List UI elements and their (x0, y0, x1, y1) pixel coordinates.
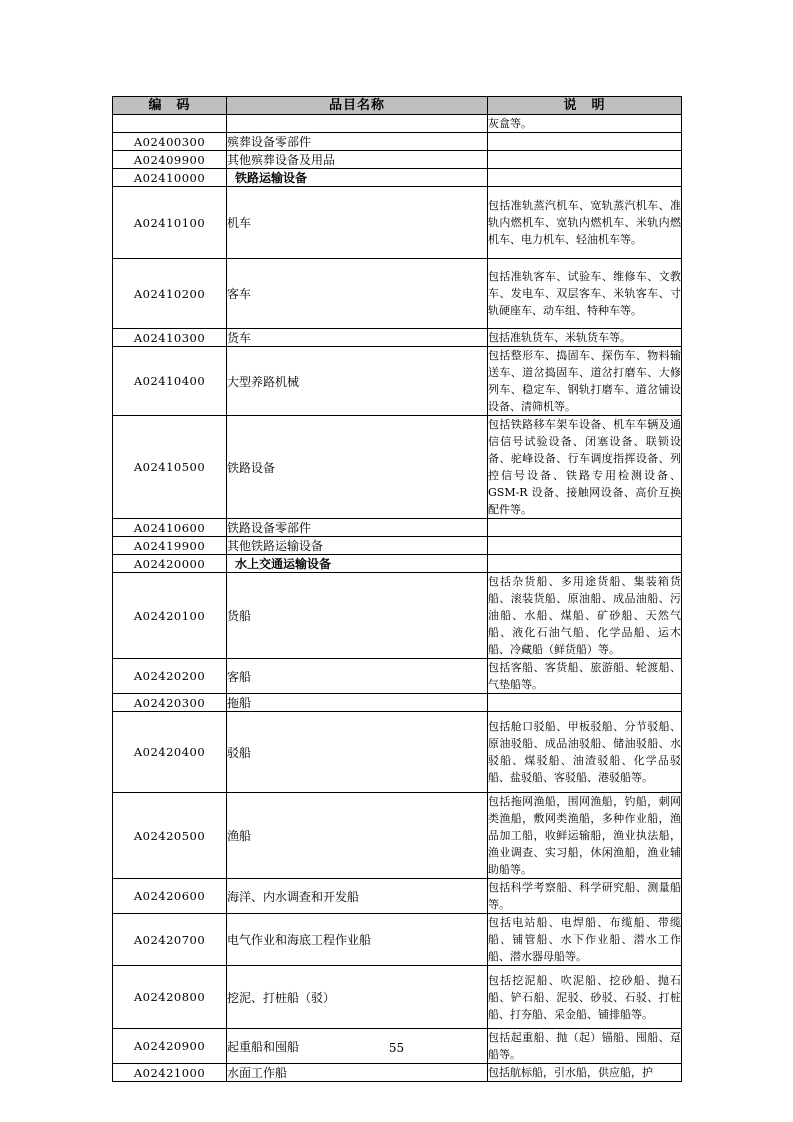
item-name-cell: 其他铁路运输设备 (227, 537, 488, 555)
item-desc-cell (488, 537, 682, 555)
item-code-cell: A02410000 (113, 169, 227, 187)
item-name-cell: 水面工作船 (227, 1064, 488, 1082)
table-row (113, 151, 682, 169)
item-code-cell: A02410400 (113, 347, 227, 416)
item-desc-cell: 包括科学考察船、科学研究船、测量船等。 (488, 879, 682, 914)
item-name-cell: 铁路运输设备 (227, 169, 488, 187)
item-desc-cell: 包括拖网渔船，围网渔船，钓船，刺网类渔船，敷网类渔船，多种作业船，渔品加工船，收鲜运输船，渔业执法船，渔业调查、实习船，休闲渔船，渔业辅助船等。 (488, 793, 682, 879)
item-code-cell: A02410500 (113, 416, 227, 519)
item-name-cell: 挖泥、打桩船（驳） (227, 966, 488, 1029)
table-row (113, 259, 682, 329)
table-row (113, 187, 682, 259)
item-desc-cell: 包括准轨客车、试验车、维修车、文教车、发电车、双层客车、米轨客车、寸轨硬座车、动车组、特种车等。 (488, 259, 682, 329)
table-row (113, 347, 682, 416)
table-row (113, 133, 682, 151)
table-row (113, 573, 682, 659)
table-row (113, 169, 682, 187)
item-desc-cell: 包括客船、客货船、旅游船、轮渡船、气垫船等。 (488, 659, 682, 694)
item-desc-cell (488, 555, 682, 573)
item-name-cell: 拖船 (227, 694, 488, 712)
item-code-cell (113, 115, 227, 133)
table-row (113, 555, 682, 573)
item-code-cell: A02410600 (113, 519, 227, 537)
item-desc-cell: 包括杂货船、多用途货船、集装箱货船、滚装货船、原油船、成品油船、污油船、水船、煤船、矿砂船、天然气船、液化石油气船、化学品船、运木船、冷藏船（鲜货船）等。 (488, 573, 682, 659)
item-desc-cell (488, 694, 682, 712)
header-name: 品目名称 (227, 97, 488, 115)
item-code-cell: A02420200 (113, 659, 227, 694)
item-desc-cell (488, 133, 682, 151)
item-desc-cell (488, 169, 682, 187)
catalog-table (112, 96, 682, 1082)
table-row (113, 115, 682, 133)
item-name-cell: 水上交通运输设备 (227, 555, 488, 573)
table-row (113, 793, 682, 879)
item-desc-cell: 包括舱口驳船、甲板驳船、分节驳船、原油驳船、成品油驳船、储油驳船、水驳船、煤驳船、油渣驳船、化学品驳船、盐驳船、客驳船、港驳船等。 (488, 712, 682, 793)
item-code-cell: A02410300 (113, 329, 227, 347)
item-desc-cell: 包括挖泥船、吹泥船、挖砂船、抛石船、铲石船、泥驳、砂驳、石驳、打桩船、打夯船、采金船、铺排船等。 (488, 966, 682, 1029)
table-row (113, 329, 682, 347)
item-desc-cell: 包括航标船，引水船，供应船，护 (488, 1064, 682, 1082)
item-desc-cell: 包括整形车、捣固车、探伤车、物料输送车、道岔捣固车、道岔打磨车、大修列车、稳定车、钢轨打磨车、道岔铺设设备、清筛机等。 (488, 347, 682, 416)
item-name-cell: 驳船 (227, 712, 488, 793)
item-desc-cell: 包括起重船、抛（起）锚船、囤船、趸船等。 (488, 1029, 682, 1064)
header-row (113, 97, 682, 115)
item-code-cell: A02410100 (113, 187, 227, 259)
item-code-cell: A02410200 (113, 259, 227, 329)
item-code-cell: A02421000 (113, 1064, 227, 1082)
item-name-cell: 货车 (227, 329, 488, 347)
item-name-cell: 起重船和囤船 (227, 1029, 488, 1064)
table-row (113, 659, 682, 694)
item-name-cell: 货船 (227, 573, 488, 659)
item-desc-cell: 包括准轨蒸汽机车、宽轨蒸汽机车、准轨内燃机车、宽轨内燃机车、米轨内燃机车、电力机车、轻油机车等。 (488, 187, 682, 259)
item-desc-cell: 包括铁路移车架车设备、机车车辆及通信信号试验设备、闭塞设备、联锁设备、驼峰设备、行车调度指挥设备、列控信号设备、铁路专用检测设备、GSM-R 设备、接触网设备、高价互换配件等。 (488, 416, 682, 519)
table-row (113, 416, 682, 519)
item-code-cell: A02409900 (113, 151, 227, 169)
item-name-cell (227, 115, 488, 133)
item-code-cell: A02420800 (113, 966, 227, 1029)
item-desc-cell (488, 519, 682, 537)
header-code: 编 码 (113, 97, 227, 115)
item-name-cell: 铁路设备 (227, 416, 488, 519)
item-name-cell: 机车 (227, 187, 488, 259)
item-code-cell: A02420400 (113, 712, 227, 793)
item-code-cell: A02420500 (113, 793, 227, 879)
header-desc: 说 明 (488, 97, 682, 115)
item-code-cell: A02420600 (113, 879, 227, 914)
item-code-cell: A02420100 (113, 573, 227, 659)
table-row (113, 537, 682, 555)
item-desc-cell (488, 151, 682, 169)
item-name-cell: 客船 (227, 659, 488, 694)
item-name-cell: 铁路设备零部件 (227, 519, 488, 537)
item-code-cell: A02420700 (113, 914, 227, 966)
item-name-cell: 客车 (227, 259, 488, 329)
table-row (113, 712, 682, 793)
table-row (113, 966, 682, 1029)
item-code-cell: A02420300 (113, 694, 227, 712)
table-row (113, 879, 682, 914)
table-row (113, 914, 682, 966)
item-code-cell: A02420000 (113, 555, 227, 573)
item-code-cell: A02400300 (113, 133, 227, 151)
item-name-cell: 殡葬设备零部件 (227, 133, 488, 151)
item-desc-cell: 包括准轨货车、米轨货车等。 (488, 329, 682, 347)
item-desc-cell: 灰盒等。 (488, 115, 682, 133)
item-code-cell: A02419900 (113, 537, 227, 555)
table-row (113, 694, 682, 712)
item-name-cell: 电气作业和海底工程作业船 (227, 914, 488, 966)
item-desc-cell: 包括电站船、电焊船、布缆船、带缆船、铺管船、水下作业船、潜水工作船、潜水器母船等。 (488, 914, 682, 966)
item-name-cell: 海洋、内水调查和开发船 (227, 879, 488, 914)
table-row (113, 519, 682, 537)
table-row (113, 1064, 682, 1082)
item-name-cell: 渔船 (227, 793, 488, 879)
item-name-cell: 其他殡葬设备及用品 (227, 151, 488, 169)
item-name-cell: 大型养路机械 (227, 347, 488, 416)
item-code-cell: A02420900 (113, 1029, 227, 1064)
page-number: 55 (388, 1041, 405, 1055)
